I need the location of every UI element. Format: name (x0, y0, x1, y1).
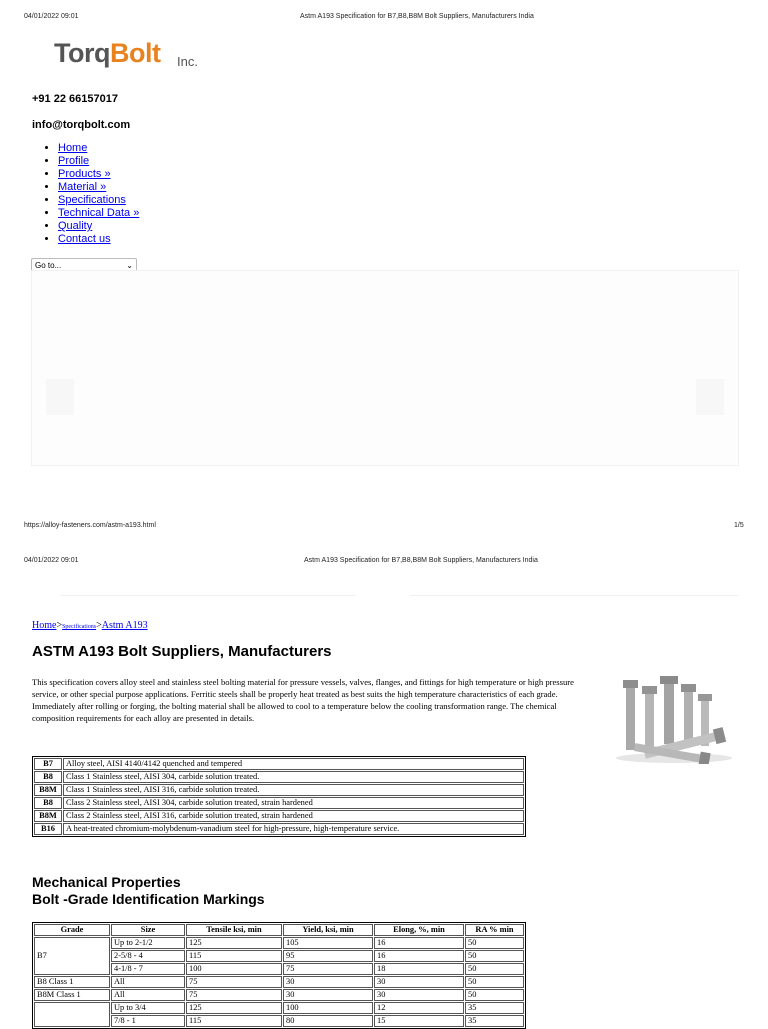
grade-cell: B16 (34, 823, 62, 835)
table-cell: Up to 2-1/2 (111, 937, 185, 949)
table-cell: Up to 3/4 (111, 1002, 185, 1014)
print-title: Astm A193 Specification for B7,B8,B8M Bolt Suppliers, Manufacturers India (300, 13, 534, 20)
table-row (34, 758, 524, 770)
column-header: Tensile ksi, min (186, 924, 282, 936)
nav-item-profile (58, 155, 139, 168)
table-row (34, 989, 524, 1001)
table-cell: 80 (283, 1015, 373, 1027)
table-cell: 15 (374, 1015, 464, 1027)
description-cell: Class 2 Stainless steel, AISI 304, carbide solution treated, strain hardened (63, 797, 524, 809)
nav-item-material (58, 181, 139, 194)
table-row (34, 797, 524, 809)
table-cell: 30 (283, 989, 373, 1001)
grade-cell: B7 (34, 937, 110, 975)
table-cell: 75 (186, 976, 282, 988)
table-cell: 50 (465, 976, 524, 988)
nav-item-products (58, 168, 139, 181)
table-row (34, 976, 524, 988)
table-cell: 105 (283, 937, 373, 949)
grade-cell: B8 (34, 797, 62, 809)
table-cell: 12 (374, 1002, 464, 1014)
table-cell: 125 (186, 937, 282, 949)
table-cell: 30 (283, 976, 373, 988)
mechanical-heading-line2: Bolt -Grade Identification Markings (32, 891, 265, 907)
table-cell: 35 (465, 1002, 524, 1014)
mechanical-properties-heading (32, 874, 265, 908)
description-cell: Alloy steel, AISI 4140/4142 quenched and tempered (63, 758, 524, 770)
table-cell: 18 (374, 963, 464, 975)
page-title: ASTM A193 Bolt Suppliers, Manufacturers (32, 643, 332, 660)
nav-link-products[interactable]: Products » (58, 168, 111, 180)
nav-link-material[interactable]: Material » (58, 181, 107, 193)
table-cell: 30 (374, 976, 464, 988)
nav-link-profile[interactable]: Profile (58, 155, 90, 167)
image-slider (31, 270, 739, 466)
table-cell: 75 (283, 963, 373, 975)
grades-table (32, 756, 526, 837)
breadcrumb (32, 620, 148, 631)
chevron-down-icon: ⌄ (126, 261, 133, 270)
print-date-2: 04/01/2022 09:01 (24, 557, 79, 564)
goto-select-value: Go to... (35, 261, 62, 270)
slider-next-arrow[interactable] (696, 379, 724, 415)
divider (60, 595, 356, 596)
breadcrumb-home[interactable]: Home (32, 620, 57, 631)
grade-cell: B8M (34, 810, 62, 822)
table-row (34, 784, 524, 796)
description-cell: Class 1 Stainless steel, AISI 316, carbide solution treated. (63, 784, 524, 796)
breadcrumb-specifications[interactable]: Specifications (62, 624, 97, 630)
description-cell: Class 2 Stainless steel, AISI 316, carbide solution treated, strain hardened (63, 810, 524, 822)
column-header: Yield, ksi, min (283, 924, 373, 936)
nav-item-quality (58, 220, 139, 233)
table-row (34, 810, 524, 822)
table-cell: 50 (465, 937, 524, 949)
breadcrumb-separator: > (56, 620, 63, 631)
table-row (34, 1002, 524, 1014)
grade-cell: B8 Class 1 (34, 976, 110, 988)
nav-item-technical-data (58, 207, 139, 220)
grade-cell: B7 (34, 758, 62, 770)
table-row (34, 771, 524, 783)
table-cell: 7/8 - 1 (111, 1015, 185, 1027)
nav-item-home (58, 142, 139, 155)
print-page-number: 1/5 (734, 522, 744, 529)
table-cell: 16 (374, 950, 464, 962)
print-date: 04/01/2022 09:01 (24, 13, 79, 20)
table-cell: 2-5/8 - 4 (111, 950, 185, 962)
table-cell: 35 (465, 1015, 524, 1027)
logo-text-bolt: Bolt (109, 38, 161, 68)
nav-item-specifications (58, 194, 139, 207)
table-cell: 115 (186, 950, 282, 962)
bolts-product-image (604, 676, 734, 764)
torqbolt-logo[interactable] (32, 32, 214, 78)
slider-prev-arrow[interactable] (46, 379, 74, 415)
table-cell: 75 (186, 989, 282, 1001)
logo-text-inc: Inc. (177, 54, 198, 69)
grade-cell: B8M Class 1 (34, 989, 110, 1001)
print-url: https://alloy-fasteners.com/astm-a193.html (24, 522, 156, 529)
table-header-row (34, 924, 524, 936)
print-title-2: Astm A193 Specification for B7,B8,B8M Bolt Suppliers, Manufacturers India (304, 557, 538, 564)
logo-text-torq: Torq (54, 38, 110, 68)
table-cell: 30 (374, 989, 464, 1001)
column-header: RA % min (465, 924, 524, 936)
breadcrumb-current[interactable]: Astm A193 (101, 620, 148, 631)
table-cell: 95 (283, 950, 373, 962)
nav-link-home[interactable]: Home (58, 142, 88, 154)
column-header: Size (111, 924, 185, 936)
table-cell: 50 (465, 950, 524, 962)
description-cell: Class 1 Stainless steel, AISI 304, carbide solution treated. (63, 771, 524, 783)
grade-cell (34, 1002, 110, 1027)
table-cell: 100 (283, 1002, 373, 1014)
description-cell: A heat-treated chromium-molybdenum-vanadium steel for high-pressure, high-temperature service. (63, 823, 524, 835)
mechanical-heading-line1: Mechanical Properties (32, 874, 181, 890)
grade-cell: B8M (34, 784, 62, 796)
grade-cell: B8 (34, 771, 62, 783)
table-cell: 16 (374, 937, 464, 949)
email-address[interactable]: info@torqbolt.com (32, 119, 131, 131)
mechanical-properties-table (32, 922, 526, 1029)
table-row (34, 823, 524, 835)
table-cell: 115 (186, 1015, 282, 1027)
nav-link-technical-data[interactable]: Technical Data » (58, 207, 140, 219)
divider (410, 595, 738, 596)
table-cell: All (111, 976, 185, 988)
table-cell: All (111, 989, 185, 1001)
breadcrumb-separator: > (96, 620, 102, 631)
intro-paragraph: This specification covers alloy steel and stainless steel bolting material for pressure vessels, valves, flanges, and fittings for high temperature or high pressure service, or other special purpose applications. Ferritic steels shall be properly heat treated as best suits the high temperature characteristics of each grade. Immediately after rolling or forging, the bolting material shall be allowed to cool to a temperature below the cooling transformation range. The chemical composition requirements for each alloy are presented in details. (32, 677, 574, 723)
table-cell: 50 (465, 989, 524, 1001)
nav-item-contact (58, 233, 139, 246)
table-cell: 125 (186, 1002, 282, 1014)
nav-link-quality[interactable]: Quality (58, 220, 93, 232)
column-header: Grade (34, 924, 110, 936)
phone-number[interactable]: +91 22 66157017 (32, 93, 118, 105)
nav-link-specifications[interactable]: Specifications (58, 194, 126, 206)
main-nav (32, 142, 139, 246)
table-row (34, 937, 524, 949)
table-cell: 4-1/8 - 7 (111, 963, 185, 975)
nav-link-contact[interactable]: Contact us (58, 233, 111, 245)
table-cell: 50 (465, 963, 524, 975)
table-cell: 100 (186, 963, 282, 975)
column-header: Elong, %, min (374, 924, 464, 936)
